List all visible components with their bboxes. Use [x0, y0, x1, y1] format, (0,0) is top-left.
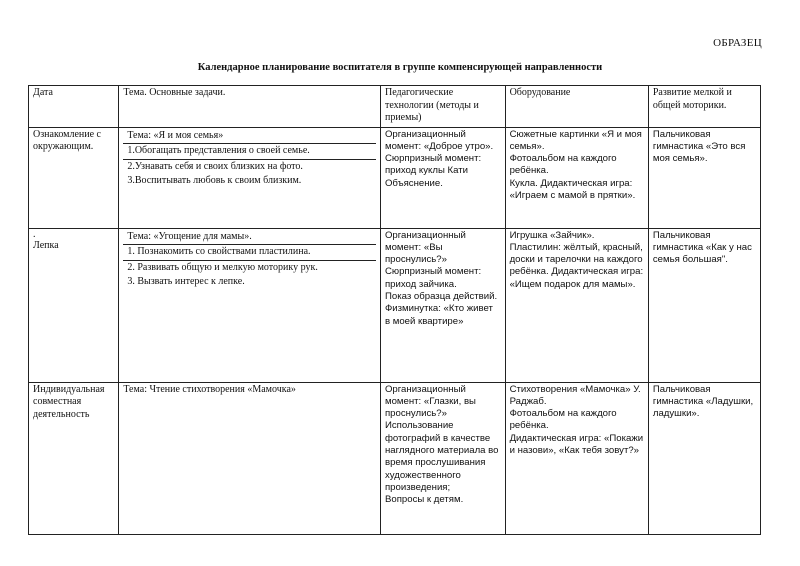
header-date: Дата — [29, 86, 119, 128]
table-row — [29, 382, 761, 534]
table-row — [29, 127, 761, 228]
row-task: 2.Узнавать себя и своих близких на фото. — [127, 160, 303, 172]
equipment-line: Дидактическая игра: «Покажи и назови», «Как тебя зовут?» — [509, 432, 644, 456]
row-theme: Тема: «Угощение для мамы». — [123, 230, 376, 246]
row-date: Лепка — [33, 239, 59, 251]
equipment-line: Кукла. Дидактическая игра: «Играем с мамой в прятки». — [509, 177, 636, 201]
row-equipment — [505, 382, 648, 534]
row-theme: Тема: Чтение стихотворения «Мамочка» — [119, 382, 381, 534]
pedagogy-line: Вопросы к детям. — [384, 494, 464, 506]
pedagogy-line: Сюрпризный момент: приход зайчика. — [384, 266, 482, 290]
pedagogy-line: Организационный момент: «Глазки, вы проснулись?» — [384, 383, 476, 420]
pedagogy-line: Организационный момент: «Вы проснулись?» — [384, 229, 466, 266]
pedagogy-line: Использование фотографий в качестве наглядного материала во время прослушивания художественного произведения; — [384, 420, 499, 493]
row-theme-cell — [119, 228, 381, 382]
header-equipment: Оборудование — [505, 86, 648, 128]
equipment-line: Фотоальбом на каждого ребёнка. — [509, 408, 617, 432]
equipment-line: Сюжетные картинки «Я и моя семья». — [509, 128, 642, 152]
row-date-mark: . — [33, 228, 36, 240]
row-development: Пальчиковая гимнастика «Как у нас семья большая". — [648, 228, 760, 382]
planning-table — [28, 85, 761, 535]
row-development: Пальчиковая гимнастика «Это вся моя семья». — [648, 127, 760, 228]
row-date: Ознакомление с окружающим. — [29, 127, 119, 228]
row-pedagogy — [380, 382, 505, 534]
row-development: Пальчиковая гимнастика «Ладушки, ладушки». — [648, 382, 760, 534]
row-task: 2. Развивать общую и мелкую моторику рук. — [127, 261, 318, 273]
header-development: Развитие мелкой и общей моторики. — [648, 86, 760, 128]
row-pedagogy — [380, 127, 505, 228]
sample-label: ОБРАЗЕЦ — [713, 37, 762, 49]
row-date-cell — [29, 228, 119, 382]
equipment-line: Стихотворения «Мамочка» У. Раджаб. — [509, 383, 641, 407]
pedagogy-line: Показ образца действий. — [384, 290, 498, 302]
row-theme: Тема: «Я и моя семья» — [123, 129, 376, 145]
row-task: 1.Обогащать представления о своей семье. — [123, 144, 376, 160]
row-equipment — [505, 127, 648, 228]
header-pedagogy: Педагогические технологии (методы и приемы) — [380, 86, 505, 128]
row-task: 3.Воспитывать любовь к своим близким. — [127, 175, 302, 186]
row-theme-cell — [119, 127, 381, 228]
row-pedagogy — [380, 228, 505, 382]
row-task: 1. Познакомить со свойствами пластилина. — [123, 245, 376, 261]
row-date: Индивидуальная совместная деятельность — [29, 382, 119, 534]
row-equipment: Игрушка «Зайчик». Пластилин: жёлтый, красный, доски и тарелочки на каждого ребёнка. Дидактическая игра: «Ищем подарок для мамы». — [505, 228, 648, 382]
table-header-row — [29, 86, 761, 128]
pedagogy-line: Организационный момент: «Доброе утро». — [384, 128, 494, 152]
pedagogy-line: Физминутка: «Кто живет в моей квартире» — [384, 303, 493, 327]
document-title: Календарное планирование воспитателя в группе компенсирующей направленности — [197, 62, 603, 73]
pedagogy-line: Сюрпризный момент: приход куклы Кати — [384, 153, 482, 177]
table-row — [29, 228, 761, 382]
row-task: 3. Вызвать интерес к лепке. — [127, 276, 245, 287]
equipment-line: Фотоальбом на каждого ребёнка. — [509, 153, 617, 177]
header-theme: Тема. Основные задачи. — [119, 86, 381, 128]
pedagogy-line: Объяснение. — [384, 177, 443, 189]
